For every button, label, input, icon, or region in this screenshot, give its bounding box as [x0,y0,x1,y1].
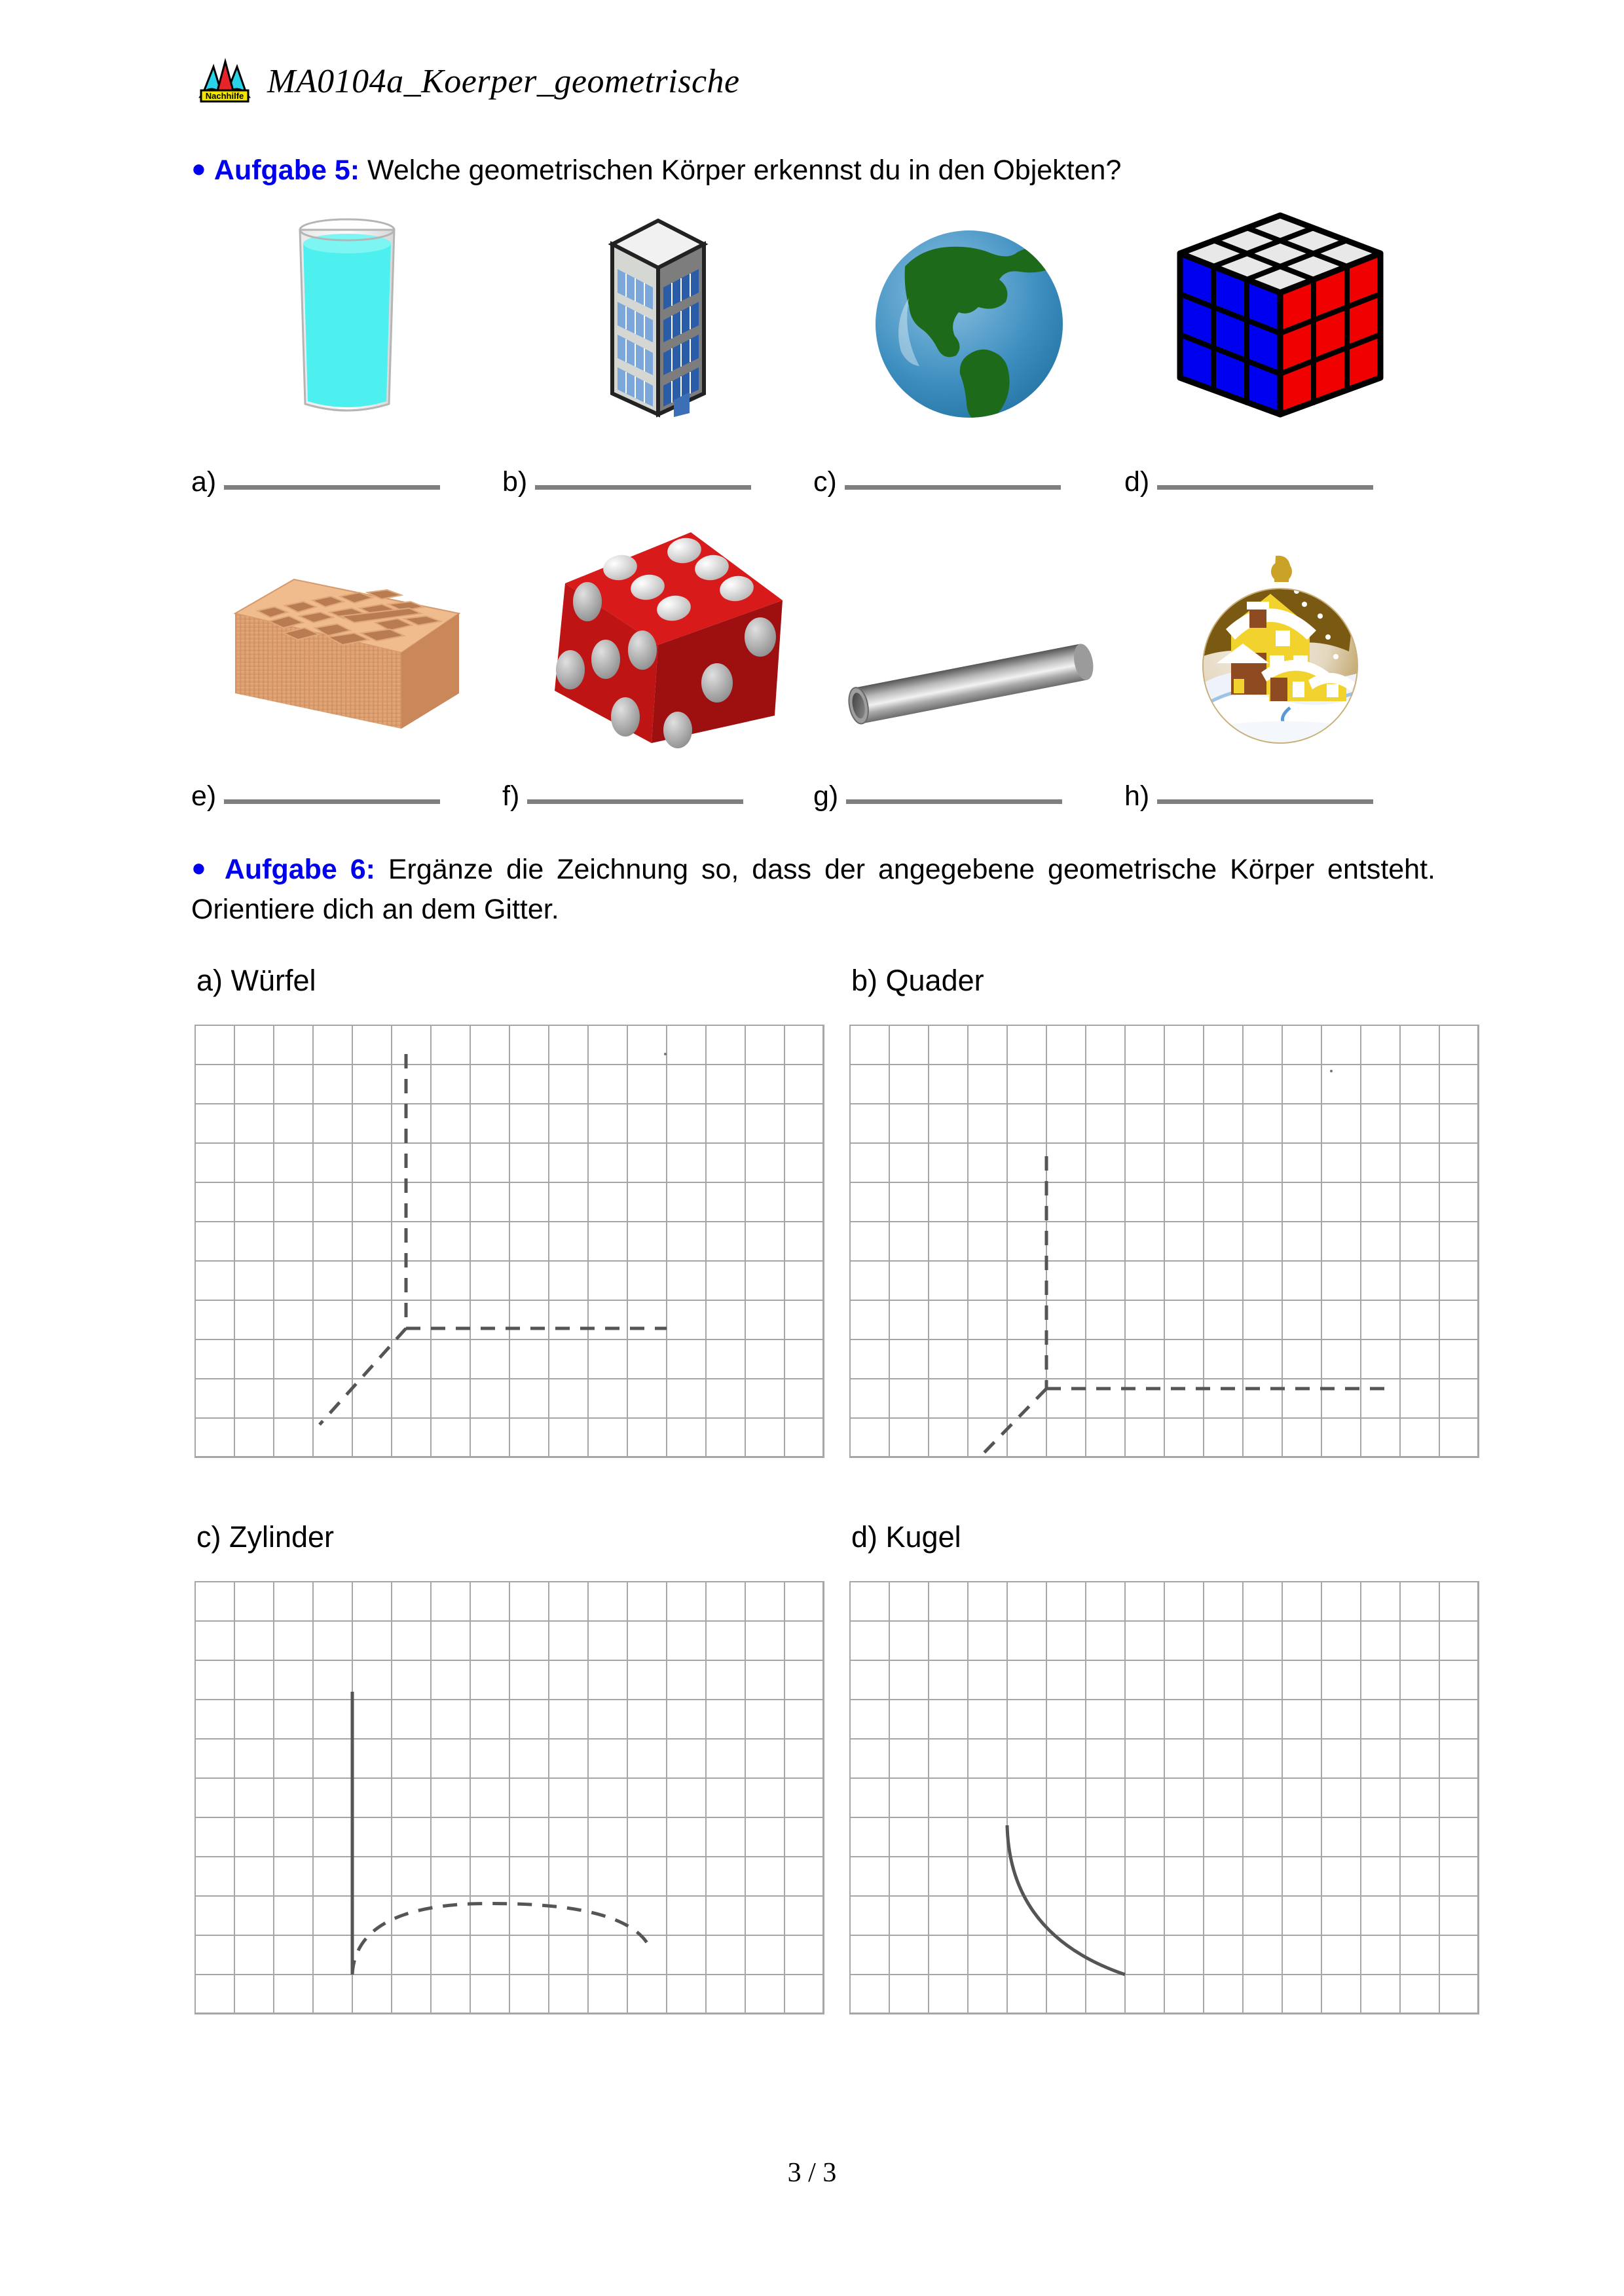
task-6-text: Ergänze die Zeichnung so, dass der angegebene geometrische Körper entsteht. Orientiere dich an dem Gitter. [191,854,1435,926]
answer-line-d[interactable] [1157,485,1373,490]
answer-line-b[interactable] [535,485,751,490]
page-footer: 3 / 3 [787,2158,837,2188]
grid-zylinder[interactable] [194,1581,824,2014]
grid-label-zylinder: c) Zylinder [196,1520,335,1554]
answer-cell-g [813,780,1124,812]
page-header [196,58,740,105]
task-5-answer-row-1 [191,466,1435,498]
object-cell-b [502,203,813,426]
christmas-bauble-icon [1192,553,1369,753]
sketch-zylinder-arc [352,1904,650,1975]
answer-label-c: c) [813,466,837,498]
answer-cell-h [1124,780,1435,812]
rubiks-cube-icon [1172,206,1388,426]
sketch-kugel-arc [1007,1825,1125,1975]
nachhilfe-logo-icon [196,58,253,105]
answer-line-a[interactable] [224,485,440,490]
brick-icon [226,553,468,753]
globe-icon [871,226,1067,426]
object-cell-f [502,530,813,753]
task-6-heading [191,850,1435,930]
answer-label-b: b) [502,466,528,498]
answer-line-e[interactable] [224,799,440,804]
grid-kugel[interactable] [849,1581,1479,2014]
object-cell-a [191,203,502,426]
metal-pipe-icon [838,619,1100,753]
task-6-bullet: ● [191,854,212,882]
answer-line-c[interactable] [845,485,1061,490]
grid-quader[interactable] [849,1025,1479,1458]
answer-cell-d [1124,466,1435,498]
logo-text: Nachhilfe [205,91,244,101]
dice-icon [527,527,789,753]
page-title: MA0104a_Koerper_geometrische [267,62,740,100]
answer-label-e: e) [191,780,217,812]
sketch-quader [932,1156,1393,1457]
answer-line-g[interactable] [846,799,1062,804]
task-5-object-row-2 [191,530,1435,753]
answer-cell-e [191,780,502,812]
answer-label-d: d) [1124,466,1150,498]
answer-label-h: h) [1124,780,1150,812]
grid-label-kugel: d) Kugel [851,1520,961,1554]
task-6-label: Aufgabe 6: [224,854,375,885]
task-5-label: Aufgabe 5: [213,155,360,186]
answer-label-a: a) [191,466,217,498]
object-cell-d [1124,203,1435,426]
answer-line-f[interactable] [527,799,743,804]
answer-line-h[interactable] [1157,799,1373,804]
object-cell-c [813,203,1124,426]
sketch-wuerfel [320,1054,667,1425]
task-5-heading [191,151,1435,191]
water-glass-icon [282,213,413,426]
answer-cell-c [813,466,1124,498]
task-5-answer-row-2 [191,780,1435,812]
object-cell-h [1124,530,1435,753]
answer-cell-b [502,466,813,498]
answer-cell-f [502,780,813,812]
grid-label-wuerfel: a) Würfel [196,964,316,997]
office-building-icon [606,213,710,426]
answer-cell-a [191,466,502,498]
grid-wuerfel[interactable] [194,1025,824,1458]
answer-label-g: g) [813,780,839,812]
grid-label-quader: b) Quader [851,964,984,997]
task-5-object-row-1 [191,203,1435,426]
answer-label-f: f) [502,780,520,812]
task-5-text: Welche geometrischen Körper erkennst du in den Objekten? [360,155,1122,186]
task-5-bullet: ● [191,155,206,183]
object-cell-e [191,530,502,753]
object-cell-g [813,530,1124,753]
